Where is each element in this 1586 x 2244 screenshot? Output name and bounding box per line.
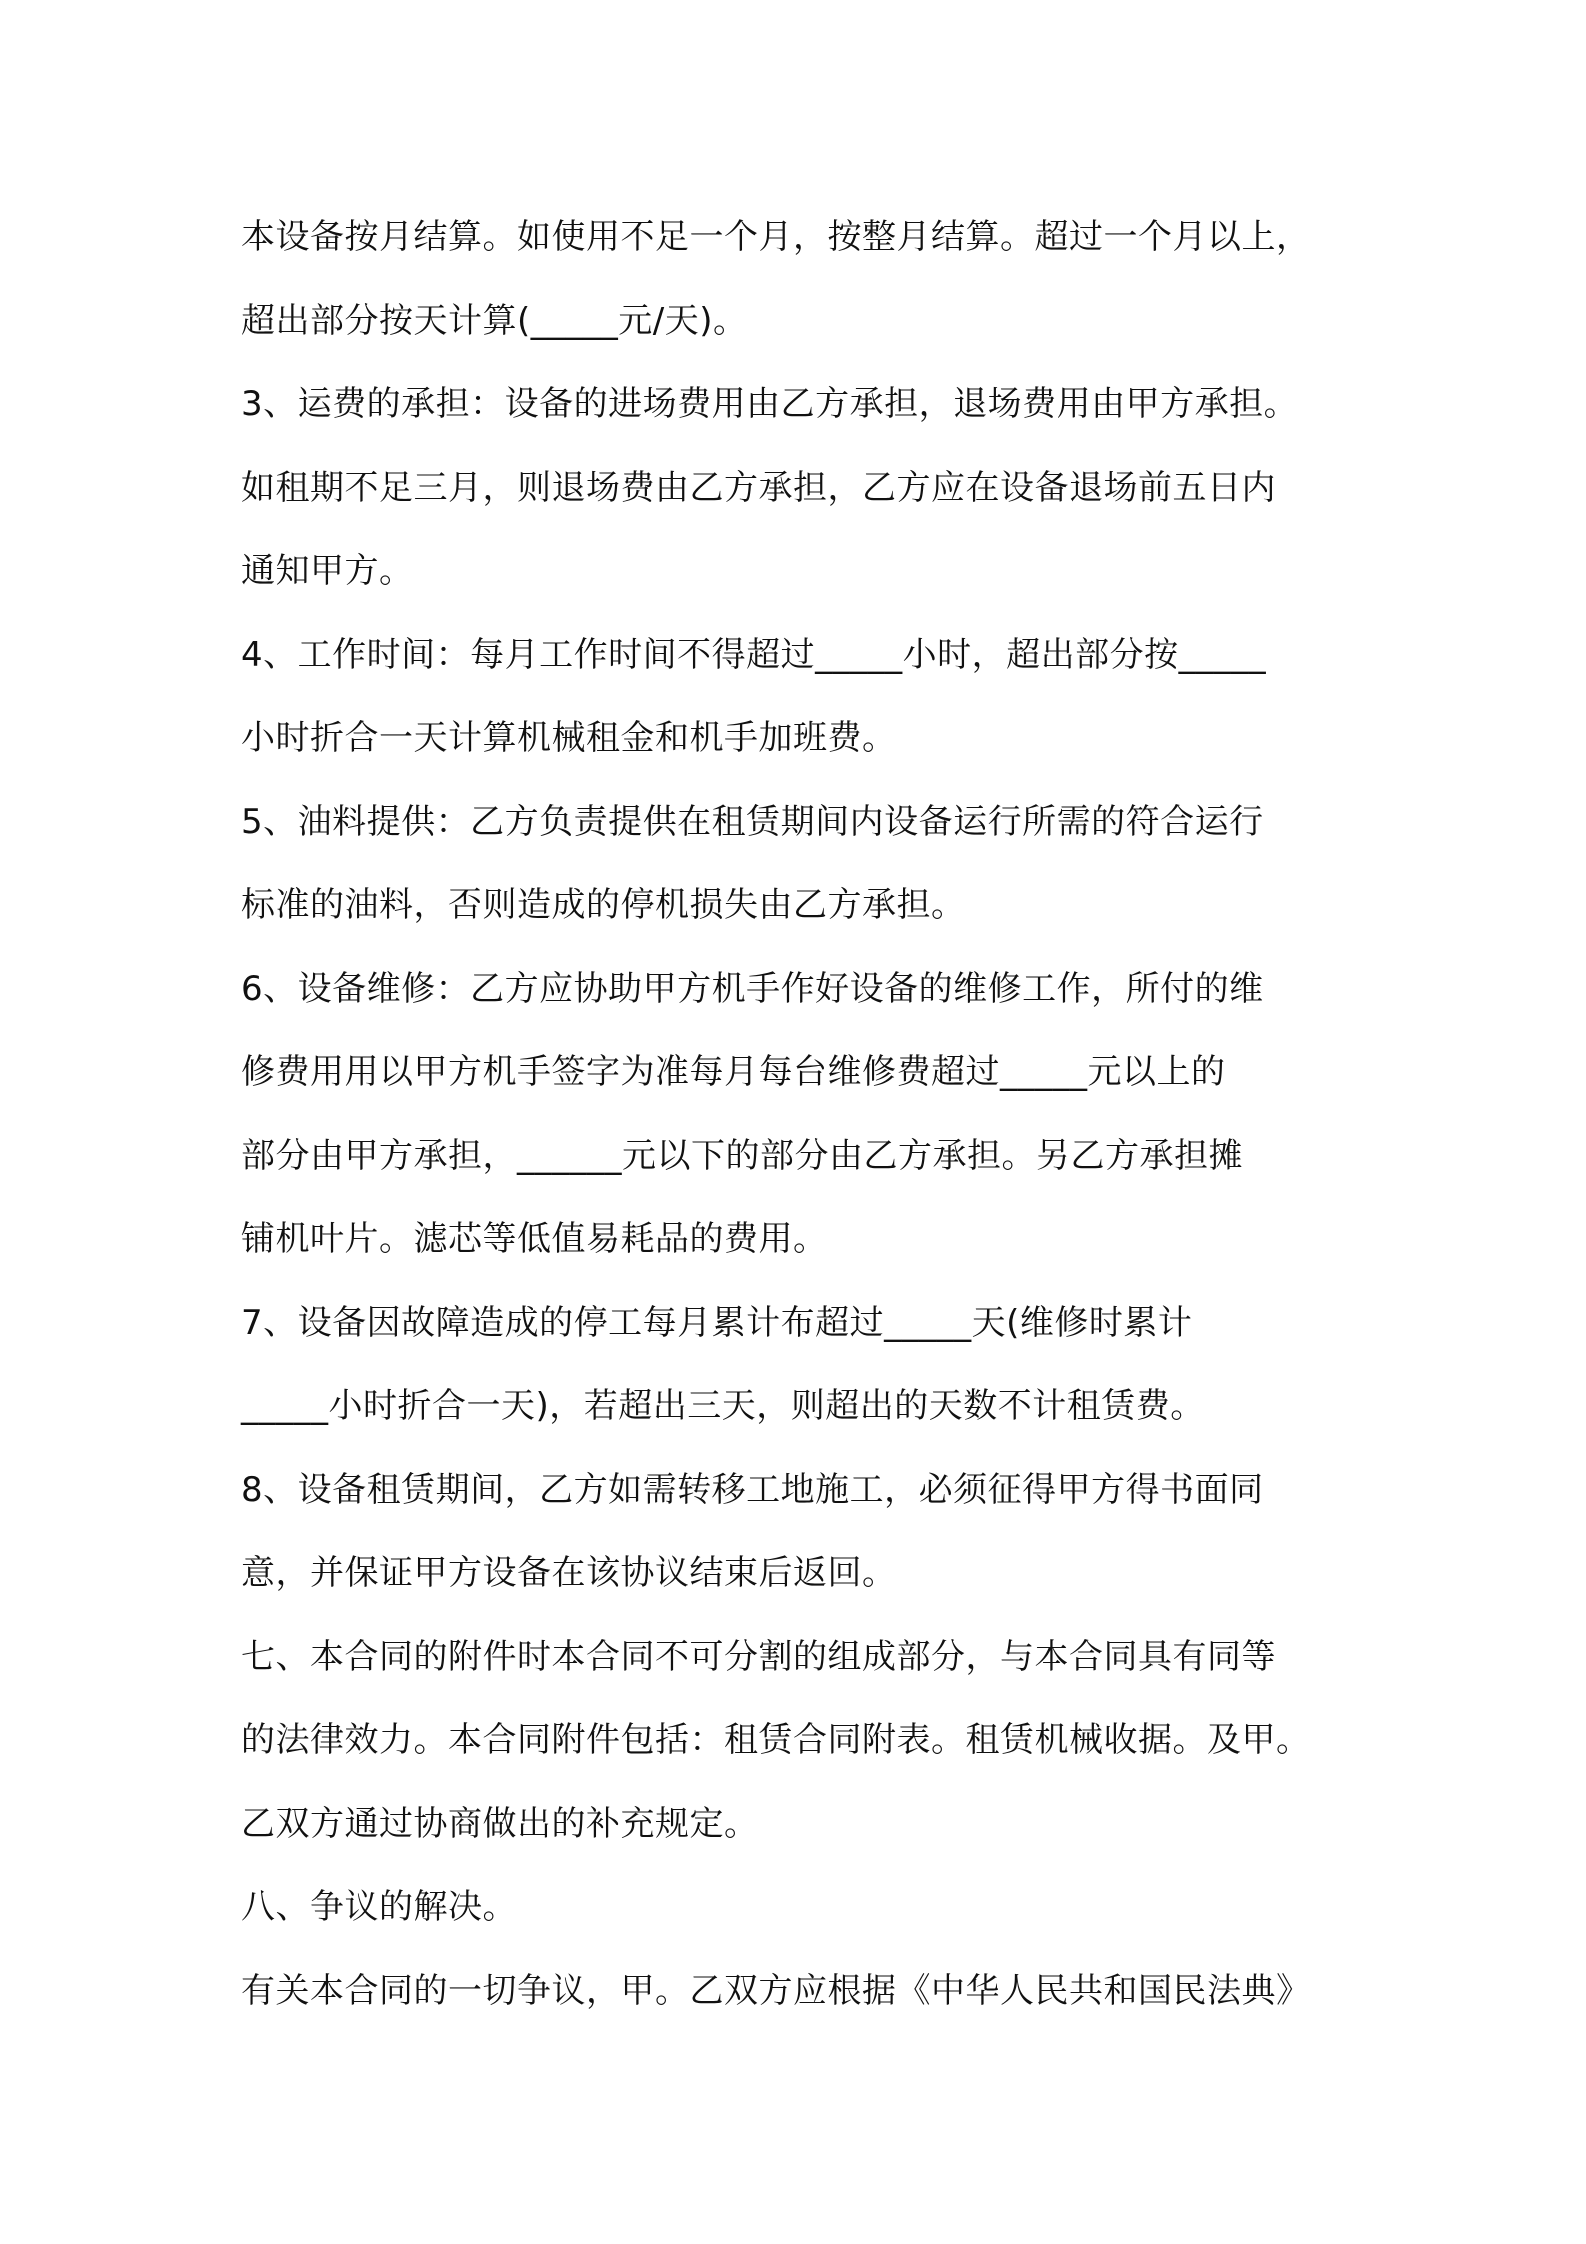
text-line: 修费用用以甲方机手签字为准每月每台维修费超过_____元以上的: [241, 1052, 1226, 1092]
text-line: 乙双方通过协商做出的补充规定。: [241, 1803, 759, 1844]
text-line: 超出部分按天计算(_____元/天)。: [241, 300, 748, 341]
text-line: 8、设备租赁期间，乙方如需转移工地施工，必须征得甲方得书面同: [241, 1469, 1264, 1510]
text-line: 有关本合同的一切争议，甲。乙双方应根据《中华人民共和国民法典》: [241, 1970, 1311, 2011]
text-line: 4、工作时间：每月工作时间不得超过_____小时，超出部分按_____: [241, 634, 1267, 675]
text-line: 7、设备因故障造成的停工每月累计布超过_____天(维修时累计: [241, 1302, 1193, 1343]
text-line: 如租期不足三月，则退场费由乙方承担，乙方应在设备退场前五日内: [241, 467, 1276, 508]
text-line: 的法律效力。本合同附件包括：租赁合同附表。租赁机械收据。及甲。: [241, 1720, 1311, 1760]
text-line: 铺机叶片。滤芯等低值易耗品的费用。: [241, 1219, 828, 1259]
text-line: 5、油料提供：乙方负责提供在租赁期间内设备运行所需的符合运行: [241, 801, 1264, 842]
text-line: 八、争议的解决。: [241, 1887, 517, 1927]
text-line: _____小时折合一天)，若超出三天，则超出的天数不计租赁费。: [241, 1386, 1205, 1426]
text-line: 3、运费的承担：设备的进场费用由乙方承担，退场费用由甲方承担。: [241, 384, 1299, 424]
document-body: [241, 196, 1371, 2033]
text-line: 意，并保证甲方设备在该协议结束后返回。: [241, 1553, 897, 1593]
text-line: 七、本合同的附件时本合同不可分割的组成部分，与本合同具有同等: [241, 1636, 1276, 1677]
text-line: 通知甲方。: [241, 551, 414, 591]
text-line: 部分由甲方承担，______元以下的部分由乙方承担。另乙方承担摊: [241, 1135, 1243, 1176]
text-line: 本设备按月结算。如使用不足一个月，按整月结算。超过一个月以上，: [241, 217, 1311, 257]
text-line: 标准的油料，否则造成的停机损失由乙方承担。: [241, 885, 966, 925]
text-line: 小时折合一天计算机械租金和机手加班费。: [241, 718, 897, 758]
text-line: 6、设备维修：乙方应协助甲方机手作好设备的维修工作，所付的维: [241, 968, 1264, 1009]
